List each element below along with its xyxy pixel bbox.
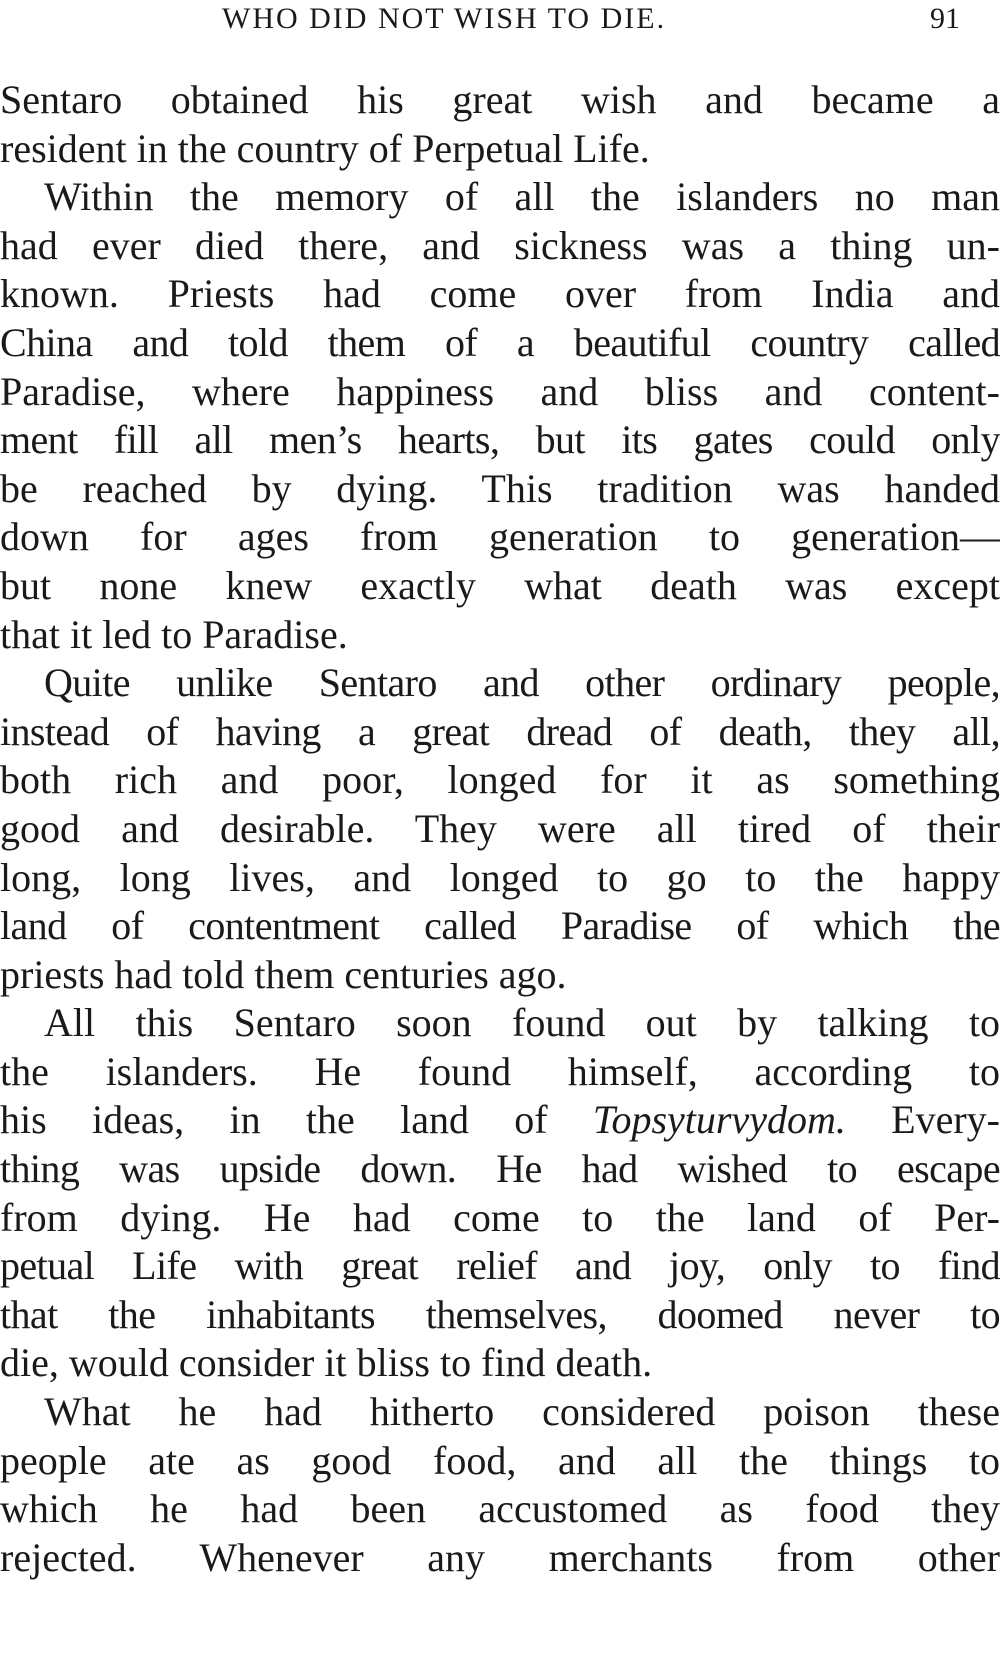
text-line: long, long lives, and longed to go to the happy bbox=[0, 854, 1000, 900]
text-line: that it led to Paradise. bbox=[0, 611, 348, 657]
page-number: 91 bbox=[930, 2, 960, 35]
text-line: be reached by dying. This tradition was handed bbox=[0, 465, 1000, 511]
text-line: good and desirable. They were all tired of their bbox=[0, 805, 1000, 851]
paragraph-5 bbox=[0, 1388, 1000, 1582]
paragraph-2 bbox=[0, 173, 1000, 659]
text-line: All this Sentaro soon found out by talking to bbox=[44, 1000, 1000, 1046]
text-run: Every- bbox=[891, 1097, 1000, 1143]
text-line: petual Life with great relief and joy, only to find bbox=[0, 1243, 1000, 1289]
body-text bbox=[0, 76, 1000, 1582]
text-line bbox=[0, 1096, 1000, 1145]
text-line: both rich and poor, longed for it as something bbox=[0, 757, 1000, 803]
text-line: priests had told them centuries ago. bbox=[0, 951, 567, 997]
text-line: people ate as good food, and all the things to bbox=[0, 1437, 1000, 1483]
text-line: ment fill all men’s hearts, but its gates could only bbox=[0, 417, 1000, 463]
text-line: down for ages from generation to generation— bbox=[0, 514, 1000, 560]
text-line: thing was upside down. He had wished to escape bbox=[0, 1146, 1000, 1192]
text-line: Sentaro obtained his great wish and became a bbox=[0, 77, 1000, 122]
text-line: What he had hitherto considered poison these bbox=[44, 1389, 1000, 1435]
text-line: known. Priests had come over from India and bbox=[0, 271, 1000, 317]
text-run: his ideas, in the land of bbox=[0, 1097, 548, 1143]
text-line: that the inhabitants themselves, doomed never to bbox=[0, 1291, 1000, 1337]
text-line: from dying. He had come to the land of Per- bbox=[0, 1194, 1000, 1240]
text-line: resident in the country of Perpetual Life. bbox=[0, 125, 650, 171]
text-line: the islanders. He found himself, according to bbox=[0, 1048, 1000, 1094]
text-line: Within the memory of all the islanders no man bbox=[44, 174, 1000, 220]
running-title: WHO DID NOT WISH TO DIE. bbox=[222, 2, 667, 35]
text-line: rejected. Whenever any merchants from other bbox=[0, 1534, 1000, 1580]
text-line: land of contentment called Paradise of which the bbox=[0, 903, 1000, 949]
running-head bbox=[0, 0, 1000, 60]
paragraph-4 bbox=[0, 999, 1000, 1388]
italic-term: Topsyturvydom. bbox=[592, 1097, 846, 1143]
text-line: had ever died there, and sickness was a thing un- bbox=[0, 222, 1000, 268]
text-line: Quite unlike Sentaro and other ordinary people, bbox=[44, 660, 1000, 706]
paragraph-1 bbox=[0, 76, 1000, 173]
text-line: China and told them of a beautiful country called bbox=[0, 319, 1000, 365]
text-line: but none knew exactly what death was except bbox=[0, 562, 1000, 608]
text-line: which he had been accustomed as food they bbox=[0, 1486, 1000, 1532]
text-line: Paradise, where happiness and bliss and content- bbox=[0, 368, 1000, 414]
text-line: die, would consider it bliss to find death. bbox=[0, 1340, 653, 1386]
paragraph-3 bbox=[0, 659, 1000, 999]
text-line: instead of having a great dread of death, they all, bbox=[0, 708, 1000, 754]
